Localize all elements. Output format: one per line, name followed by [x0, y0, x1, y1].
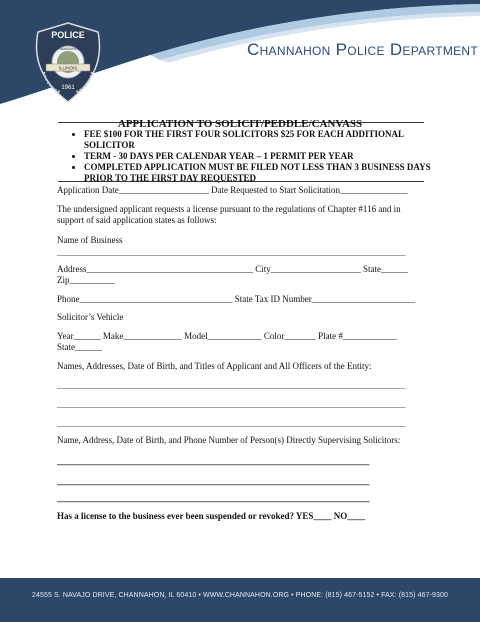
- badge-top-text: POLICE: [51, 30, 85, 40]
- zip-line[interactable]: Zip__________: [57, 275, 115, 285]
- intro-paragraph: The undersigned applicant requests a license pursuant to the regulations of Chapter #116 and in support of said application states as follows:: [57, 204, 401, 225]
- bullet-term: • TERM - 30 DAYS PER CALENDAR YEAR – 1 PERMIT PER YEAR: [84, 151, 436, 162]
- bullet-filing: • COMPLETED APPLICATION MUST BE FILED NOT LESS THAN 3 BUSINESS DAYS PRIOR TO THE FIRST DAY REQUESTED: [84, 162, 436, 184]
- dates-line[interactable]: Application Date____________________ Date Requested to Start Solicitation_______________: [57, 185, 408, 195]
- business-name-label: Name of Business: [57, 235, 123, 245]
- badge-banner-text: ILLINOIS: [58, 65, 78, 71]
- footer-bar: [0, 578, 480, 622]
- vehicle-state-line[interactable]: State______: [57, 342, 102, 352]
- fee-terms-list: [68, 129, 436, 184]
- vehicle-line[interactable]: Year______ Make_____________ Model____________ Color_______ Plate #____________: [57, 331, 397, 341]
- bullets-rule-bottom: [58, 181, 424, 182]
- address-line[interactable]: Address_____________________________________ City____________________ State______: [57, 264, 408, 274]
- supervisors-line-3[interactable]: ______________________________________________________________________________: [57, 493, 369, 503]
- badge-year-text: 1961: [61, 85, 75, 91]
- supervisors-line-1[interactable]: ______________________________________________________________________________: [57, 456, 369, 466]
- officers-line-1[interactable]: _______________________________________________________________________________________: [57, 380, 405, 390]
- suspension-question[interactable]: Has a license to the business ever been suspended or revoked? YES____ NO____: [57, 511, 366, 521]
- form-title: APPLICATION TO SOLICIT/PEDDLE/CANVASS: [117, 118, 363, 130]
- officers-line-3[interactable]: _______________________________________________________________________________________: [57, 418, 405, 428]
- officers-line-2[interactable]: _______________________________________________________________________________________: [57, 399, 405, 409]
- supervisors-line-2[interactable]: ______________________________________________________________________________: [57, 476, 369, 486]
- business-name-line[interactable]: _______________________________________________________________________________________: [57, 247, 405, 257]
- badge-mid-text: CHANNAHON: [55, 46, 81, 51]
- footer-contact: 24555 S. NAVAJO DRIVE, CHANNAHON, IL 60410 • WWW.CHANNAHON.ORG • PHONE: (815) 467-5152 • FAX: (815) 467-9300: [32, 592, 448, 599]
- supervisors-label: Name, Address, Date of Birth, and Phone Number of Person(s) Directly Supervising Solicitors:: [57, 435, 401, 445]
- vehicle-label: Solicitor’s Vehicle: [57, 312, 124, 322]
- police-badge-logo: [30, 22, 106, 104]
- department-name: Channahon Police Department: [247, 40, 479, 59]
- bullet-fee: • FEE $100 FOR THE FIRST FOUR SOLICITORS $25 FOR EACH ADDITIONAL SOLICITOR: [84, 129, 436, 151]
- officers-label: Names, Addresses, Date of Birth, and Titles of Applicant and All Officers of the Entity:: [57, 361, 372, 371]
- phone-tax-line[interactable]: Phone__________________________________ State Tax ID Number_______________________: [57, 294, 416, 304]
